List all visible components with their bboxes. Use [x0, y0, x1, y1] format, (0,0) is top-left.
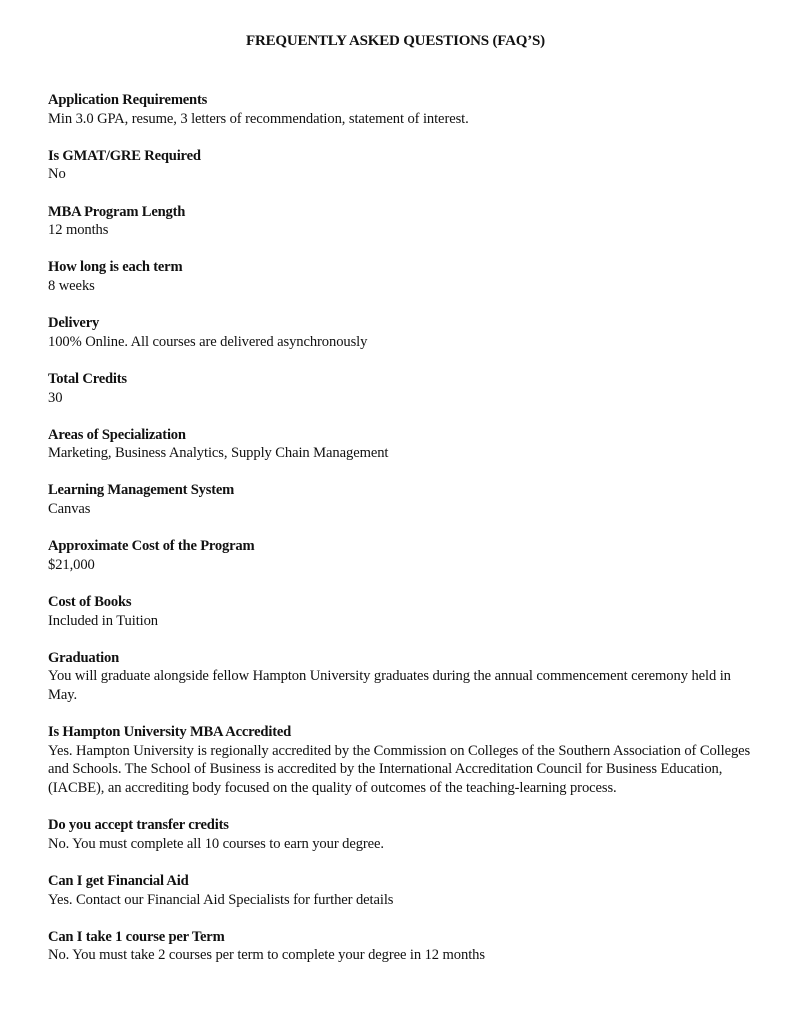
faq-question: Application Requirements — [48, 92, 208, 108]
faq-question: Approximate Cost of the Program — [48, 538, 255, 555]
faq-item — [48, 928, 758, 965]
faq-answer: Included in Tuition — [48, 612, 158, 629]
faq-question: MBA Program Length — [48, 203, 186, 220]
faq-list — [48, 91, 758, 984]
faq-item — [48, 314, 758, 351]
faq-item — [48, 537, 758, 574]
faq-answer: Min 3.0 GPA, resume, 3 letters of recommendation, statement of interest. — [48, 110, 469, 127]
faq-item — [48, 481, 758, 518]
faq-item — [48, 91, 758, 128]
faq-answer: No. You must take 2 courses per term to complete your degree in 12 months — [48, 947, 485, 964]
faq-question: How long is each term — [48, 259, 183, 276]
faq-answer: Canvas — [48, 501, 91, 518]
faq-answer: 12 months — [48, 222, 109, 239]
faq-question: Learning Management System — [48, 482, 235, 499]
faq-question: Areas of Specialization — [48, 426, 186, 443]
faq-answer: Yes. Hampton University is regionally accredited by the Commission on Colleges of the Southern Association of Colleges and Schools. The School of Business is accredited by the International Accreditation Council for Business Education, (IACBE), an accrediting body focused on the quality of outcomes of the teaching-learning process. — [48, 742, 751, 796]
faq-answer: Yes. Contact our Financial Aid Specialists for further details — [48, 891, 394, 908]
faq-answer: $21,000 — [48, 556, 95, 573]
faq-answer: 100% Online. All courses are delivered asynchronously — [48, 333, 368, 350]
faq-question: Total Credits — [48, 370, 127, 387]
faq-item — [48, 203, 758, 240]
faq-item — [48, 593, 758, 630]
faq-item — [48, 872, 758, 909]
faq-question: Can I get Financial Aid — [48, 872, 189, 889]
faq-question: Delivery — [48, 315, 100, 332]
faq-question: Is Hampton University MBA Accredited — [48, 724, 292, 741]
faq-question: Graduation — [48, 649, 119, 666]
faq-answer: 8 weeks — [48, 277, 95, 294]
faq-item — [48, 370, 758, 407]
faq-item — [48, 649, 758, 705]
faq-answer: 30 — [48, 389, 63, 406]
faq-answer: No. You must complete all 10 courses to earn your degree. — [48, 835, 384, 852]
faq-item — [48, 147, 758, 184]
faq-question: Cost of Books — [48, 594, 132, 611]
faq-question: Is GMAT/GRE Required — [48, 147, 201, 164]
faq-item — [48, 723, 758, 797]
faq-item — [48, 816, 758, 853]
faq-answer: No — [48, 166, 66, 183]
faq-question: Can I take 1 course per Term — [48, 928, 225, 945]
faq-answer: Marketing, Business Analytics, Supply Chain Management — [48, 445, 389, 462]
faq-question: Do you accept transfer credits — [48, 817, 229, 834]
faq-item — [48, 258, 758, 295]
faq-item — [48, 426, 758, 463]
page-title: FREQUENTLY ASKED QUESTIONS (FAQ’S) — [246, 33, 545, 49]
faq-answer: You will graduate alongside fellow Hampton University graduates during the annual commencement ceremony held in May. — [48, 668, 731, 703]
